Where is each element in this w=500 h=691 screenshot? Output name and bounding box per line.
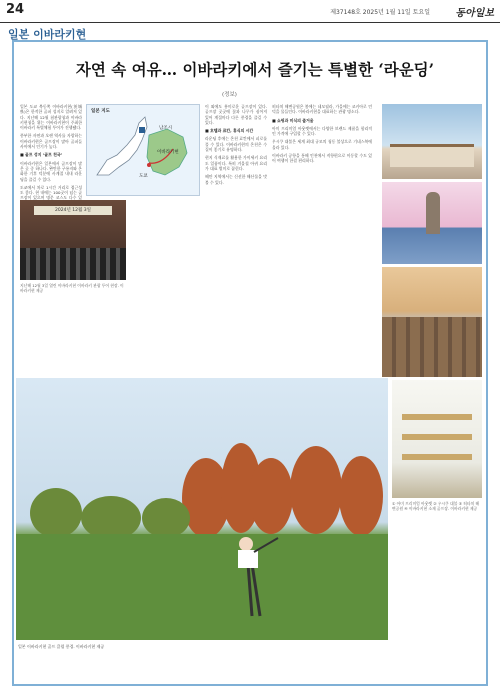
paragraph: 현지 식재료를 활용한 가이세키 요리도 일품이다. 특히 겨울철 아귀 요리가 대표 별미로 꼽힌다. — [205, 155, 267, 171]
paragraph: 이 외에도 흥미로운 골프장이 있다. 골프장 곳곳에 꽃과 나무가 심어져 있어 계절마다 다른 풍경을 즐길 수 있다. — [205, 104, 267, 125]
paragraph: 라운딩 후에는 온천 료칸에서 피로를 풀 수 있다. 이바라키현의 온천은 수질이 좋기로 유명하다. — [205, 136, 267, 153]
article-column-3 — [272, 104, 372, 374]
golf-scene — [16, 378, 388, 640]
paragraph: 해안 지역에서는 신선한 해산물을 맛볼 수 있다. — [205, 174, 267, 185]
article-column-2 — [205, 104, 267, 304]
headline: 자연 속 여유… 이바라키에서 즐기는 특별한 ‘라운딩’ — [75, 60, 435, 79]
right-photo-caption: ① 아미 프리미엄 아웃렛 ② 우시쿠 대불 ③ 히타치 해변공원 ④ 이바라키현 소재 골프장. 이바라키현 제공 — [392, 501, 480, 511]
page-number: 24 — [6, 2, 25, 17]
paragraph: 아미 프리미엄 아웃렛에서는 다양한 브랜드 제품을 합리적인 가격에 구입할 수 있다. — [272, 125, 372, 137]
golf-caption: 일본 이바라키현 골프 클럽 풍경. 이바라키현 제공 — [18, 644, 105, 649]
subheading: ■ 골프 성지 ‘골프 천국’ — [20, 152, 63, 158]
issue-date: 제37148호 2025년 1월 11일 토요일 — [330, 9, 430, 16]
facility-photo — [392, 380, 482, 498]
paragraph: 풍부한 자연과 오랜 역사를 자랑하는 이바라키현은 골프장이 많아 골퍼들 사이에서 인기가 높다. — [20, 133, 82, 150]
paragraph: 이바라키현은 일본에서 골프장이 많은 곳 중 하나다. 완만한 구릉지와 온화한 기후 덕분에 사계절 내내 라운딩을 즐길 수 있다. — [20, 160, 82, 182]
outlet-photo — [382, 104, 482, 179]
paragraph: 히타치 해변공원은 봄에는 네모필라, 가을에는 코키아로 언덕을 물들인다. 이바라키현을 대표하는 관광 명소다. — [272, 104, 372, 115]
golf-course-photo — [16, 378, 388, 640]
map-label-ibaraki: 이바라키현 — [157, 150, 179, 155]
section-title: 일본 이바라키현 — [8, 28, 87, 41]
paragraph: 도쿄에서 차로 1시간 거리로 접근성도 좋다. 현 내에는 100곳이 넘는 골프장이 있으며 명문 코스도 다수 있 — [20, 184, 82, 201]
subheading: ■ 쇼핑과 미식의 즐거움 — [272, 117, 314, 123]
newspaper-name: 동아일보 — [455, 8, 494, 19]
group-photo — [20, 200, 126, 280]
location-map — [86, 104, 200, 196]
paragraph: 일본 도쿄 북동쪽 이바라키현(茨城県)은 한적한 골퍼 성지로 알려져 있다. 지난해 12월 첨관광청과 이바라키현청을 위는 이바라키현이 주최한 이바라키 특별체험 투어가 진행됐다. — [20, 104, 82, 131]
byline: (정보) — [222, 92, 237, 98]
paragraph: 이바라키 공항을 통해 인천에서 직항편으로 이동할 수도 있어 여행이 한결 편리하다. — [272, 153, 372, 164]
park-photo — [382, 267, 482, 377]
map-label-tokyo: 도쿄 — [139, 174, 148, 179]
photo-banner: 2024년 12월 3일 — [34, 206, 112, 215]
map-label-hitachi: 남조시 — [159, 126, 173, 131]
map-label-japan: 일본 지도 — [91, 109, 110, 114]
photo1-caption: 지난해 12월 3일 열린 이바라키현 이바라키 관광 투어 현장. 이바라키현 제공 — [20, 283, 124, 293]
map-graphic — [87, 105, 199, 195]
subheading: ■ 호텔과 료칸, 휴식의 시간 — [205, 128, 254, 134]
paragraph: 우시쿠 대불은 세계 최대 규모의 청동 불상으로 기네스북에 올라 있다. — [272, 139, 372, 150]
buddha-photo — [382, 182, 482, 264]
